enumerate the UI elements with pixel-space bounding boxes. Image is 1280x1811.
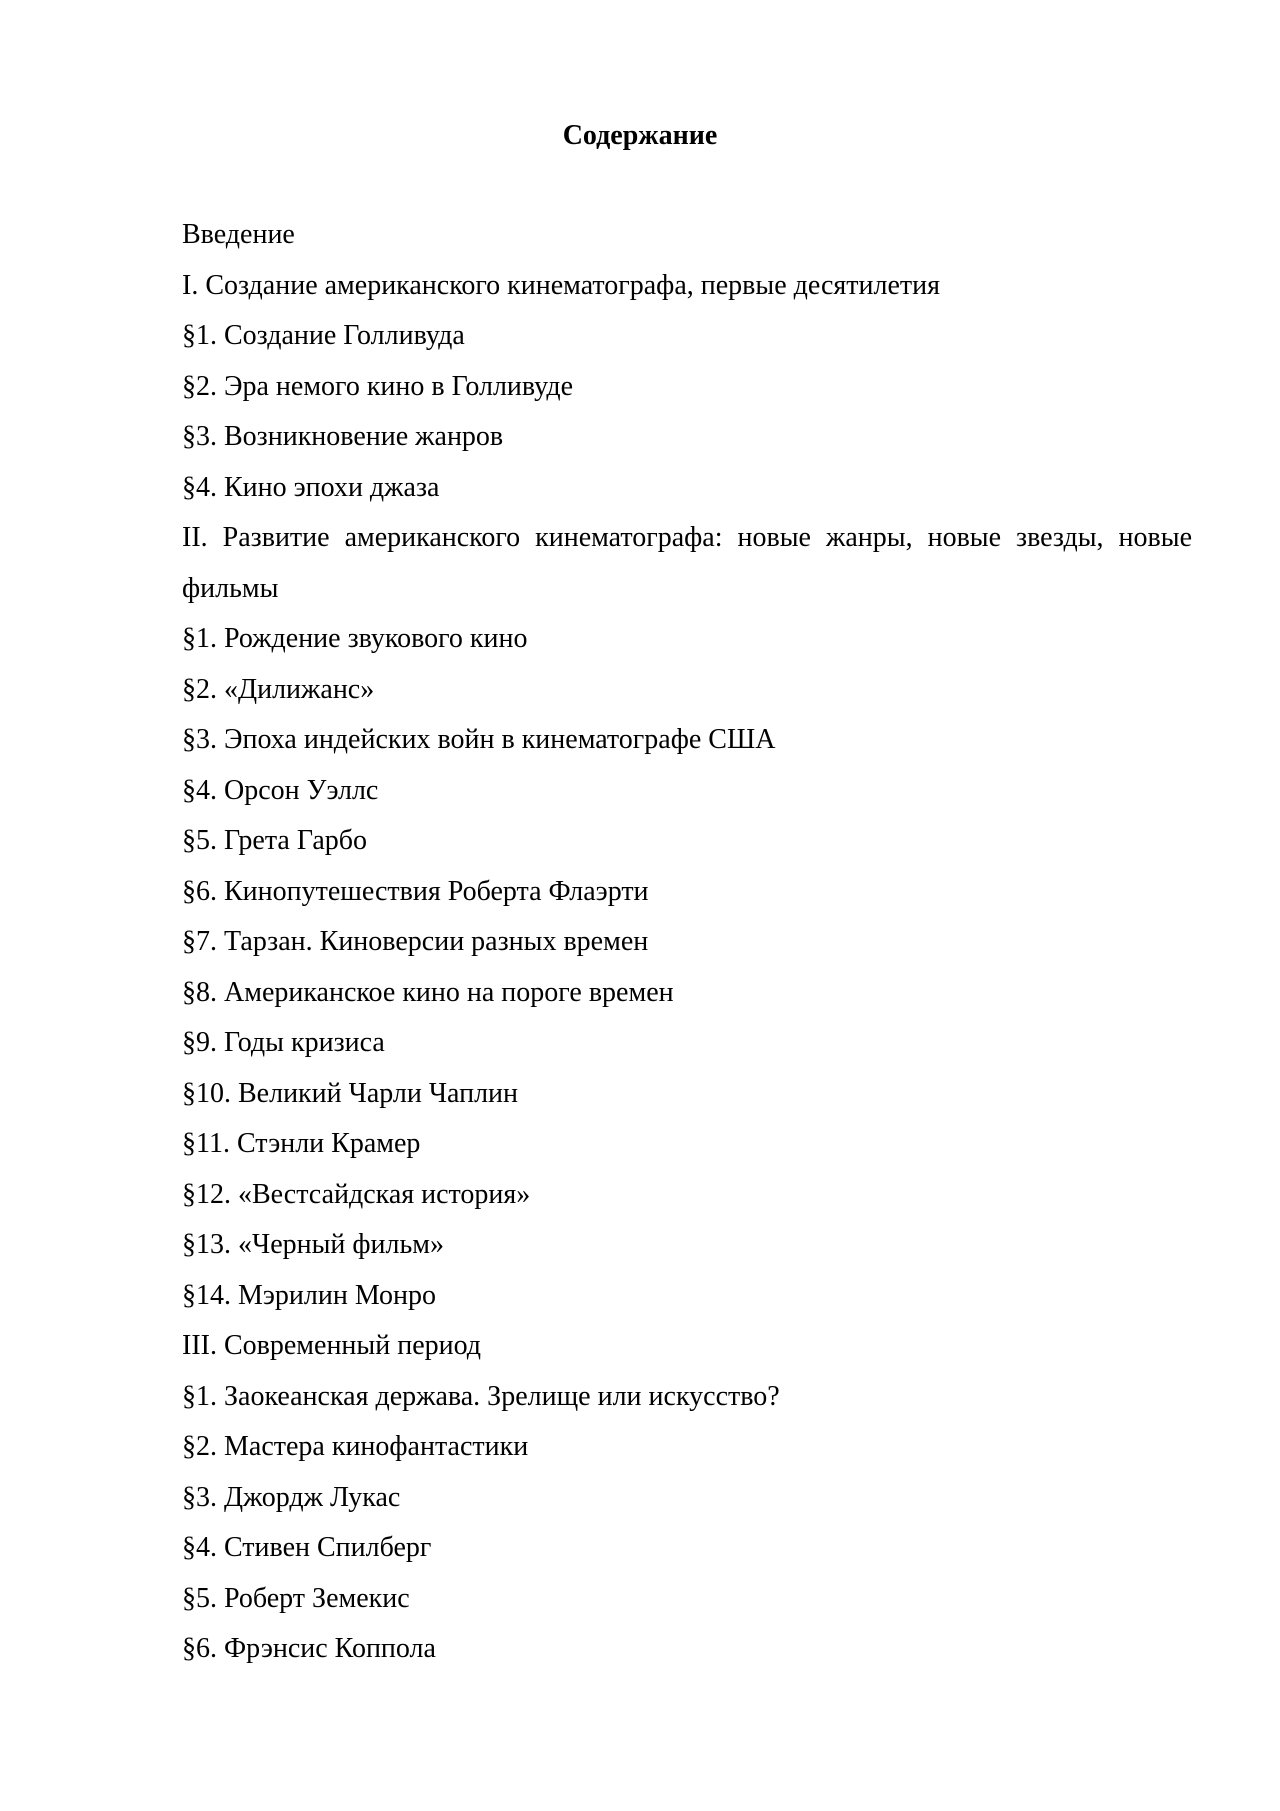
- toc-section: §4. Стивен Спилберг: [182, 1532, 432, 1563]
- toc-section: §2. Мастера кинофантастики: [182, 1431, 529, 1462]
- toc-chapter-3: III. Современный период: [182, 1330, 482, 1361]
- toc-section: §12. «Вестсайдская история»: [182, 1178, 531, 1210]
- toc-section: §4. Орсон Уэллс: [182, 774, 379, 806]
- toc-section: §5. Грета Гарбо: [182, 825, 368, 856]
- page-title: Содержание: [562, 120, 718, 151]
- toc-section: §14. Мэрилин Монро: [182, 1279, 437, 1311]
- toc-section: §3. Джордж Лукас: [182, 1481, 401, 1513]
- toc-section: §2. Эра немого кино в Голливуде: [182, 370, 574, 402]
- toc-section: §7. Тарзан. Киноверсии разных времен: [182, 926, 649, 957]
- toc-entry-introduction: Введение: [182, 219, 295, 250]
- toc-section: §13. «Черный фильм»: [182, 1229, 444, 1260]
- toc-section: §6. Фрэнсис Коппола: [182, 1633, 436, 1664]
- toc-chapter-1: I. Создание американского кинематографа, первые десятилетия: [182, 269, 941, 301]
- toc-section: §3. Эпоха индейских войн в кинематографе США: [182, 724, 776, 755]
- toc-section: §1. Рождение звукового кино: [182, 623, 528, 654]
- table-of-contents: [182, 210, 1192, 1675]
- toc-section: §9. Годы кризиса: [182, 1027, 385, 1058]
- toc-section: §1. Заокеанская держава. Зрелище или искусство?: [182, 1380, 780, 1412]
- toc-section: §6. Кинопутешествия Роберта Флаэрти: [182, 875, 649, 907]
- toc-section: §4. Кино эпохи джаза: [182, 471, 440, 503]
- toc-chapter-2: II. Развитие американского кинематографа: новые жанры, новые звезды, новые фильмы: [182, 522, 1192, 604]
- toc-section: §3. Возникновение жанров: [182, 421, 504, 452]
- toc-section: §1. Создание Голливуда: [182, 320, 465, 351]
- toc-section: §2. «Дилижанс»: [182, 673, 375, 705]
- toc-section: §5. Роберт Земекис: [182, 1582, 410, 1614]
- toc-section: §11. Стэнли Крамер: [182, 1128, 421, 1159]
- toc-section: §8. Американское кино на пороге времен: [182, 976, 674, 1008]
- toc-section: §10. Великий Чарли Чаплин: [182, 1077, 519, 1109]
